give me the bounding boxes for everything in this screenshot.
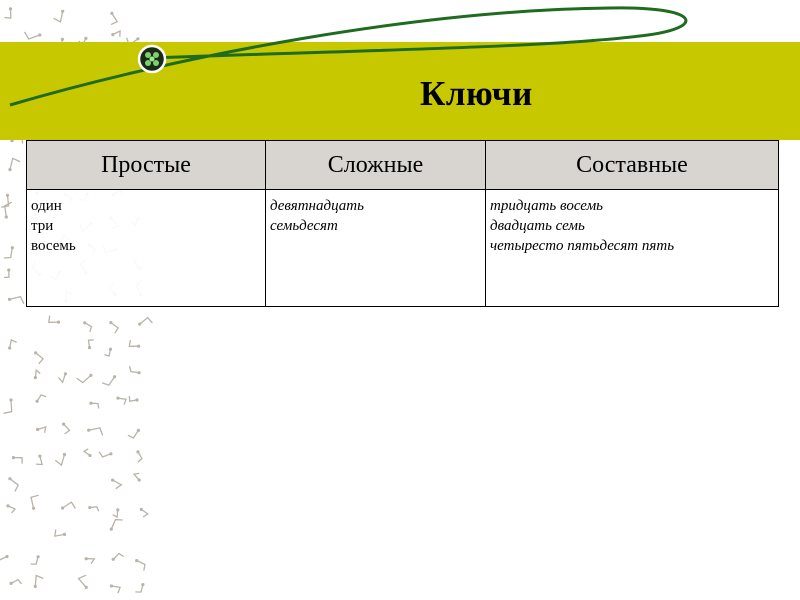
pattern-glyph — [0, 554, 9, 562]
pattern-glyph — [61, 502, 75, 510]
table-header-row — [27, 141, 779, 190]
pattern-glyph — [128, 429, 140, 438]
pattern-glyph — [6, 504, 15, 513]
pattern-glyph — [34, 351, 43, 364]
pattern-glyph — [55, 529, 66, 536]
pattern-glyph — [110, 584, 120, 593]
pattern-glyph — [84, 449, 92, 457]
pattern-glyph — [129, 340, 140, 348]
pattern-glyph — [36, 395, 47, 403]
pattern-glyph — [4, 268, 10, 277]
header-compound: Составные — [486, 141, 779, 190]
pattern-glyph — [138, 318, 152, 326]
cell-complex — [266, 190, 486, 307]
pattern-glyph — [31, 495, 39, 510]
pattern-glyph — [110, 520, 123, 531]
pattern-glyph — [77, 374, 93, 383]
pattern-glyph — [4, 246, 14, 258]
pattern-glyph — [116, 397, 126, 405]
pattern-glyph — [36, 455, 42, 465]
pattern-glyph — [79, 575, 88, 589]
pattern-glyph — [99, 452, 112, 457]
list-item: девятнадцать — [270, 198, 364, 214]
pattern-glyph — [36, 427, 46, 433]
pattern-glyph — [104, 348, 112, 356]
pattern-glyph — [8, 297, 24, 304]
header-simple: Простые — [27, 141, 266, 190]
list-item: четыресто пятьдесят пять — [490, 238, 675, 254]
pattern-glyph — [135, 583, 144, 592]
cell-simple — [27, 190, 266, 307]
pattern-glyph — [49, 316, 60, 324]
pattern-glyph — [113, 508, 120, 517]
pattern-glyph — [136, 450, 142, 462]
list-item: один — [31, 198, 62, 214]
cell-compound — [486, 190, 779, 307]
pattern-glyph — [102, 375, 116, 385]
pattern-glyph — [34, 370, 40, 379]
pattern-glyph — [8, 340, 17, 350]
list-item: три — [31, 218, 54, 234]
keys-table — [26, 140, 779, 307]
pattern-glyph — [12, 456, 22, 464]
pattern-glyph — [5, 202, 12, 218]
complex-list — [270, 196, 481, 236]
pattern-glyph — [8, 158, 20, 171]
pattern-glyph — [83, 321, 91, 332]
pattern-glyph — [59, 372, 68, 382]
orb-icon — [139, 46, 165, 72]
pattern-glyph — [10, 580, 22, 585]
simple-list — [31, 196, 261, 256]
pattern-glyph — [34, 576, 44, 589]
pattern-glyph — [134, 473, 141, 481]
pattern-glyph — [89, 402, 98, 409]
pattern-glyph — [109, 321, 118, 333]
pattern-glyph — [130, 366, 141, 374]
pattern-glyph — [85, 557, 95, 563]
pattern-glyph — [87, 428, 103, 436]
list-item: двадцать семь — [490, 218, 585, 234]
pattern-glyph — [88, 506, 98, 511]
pattern-glyph — [31, 555, 40, 564]
pattern-glyph — [140, 508, 148, 517]
list-item: семьдесят — [270, 218, 338, 234]
orbit-line — [10, 8, 686, 105]
compound-list — [490, 196, 774, 256]
pattern-glyph — [135, 559, 145, 571]
list-item: тридцать восемь — [490, 198, 603, 214]
pattern-glyph — [88, 340, 94, 349]
pattern-glyph — [62, 423, 70, 434]
list-item: восемь — [31, 238, 76, 254]
pattern-glyph — [8, 477, 18, 492]
pattern-glyph — [112, 554, 124, 561]
pattern-glyph — [4, 398, 13, 413]
header-complex: Сложные — [266, 141, 486, 190]
orbit-decoration — [0, 0, 800, 140]
pattern-glyph — [129, 396, 138, 402]
pattern-glyph — [55, 453, 66, 465]
pattern-glyph — [111, 479, 121, 489]
page-title: Ключи — [420, 74, 533, 113]
table-row — [27, 190, 779, 307]
